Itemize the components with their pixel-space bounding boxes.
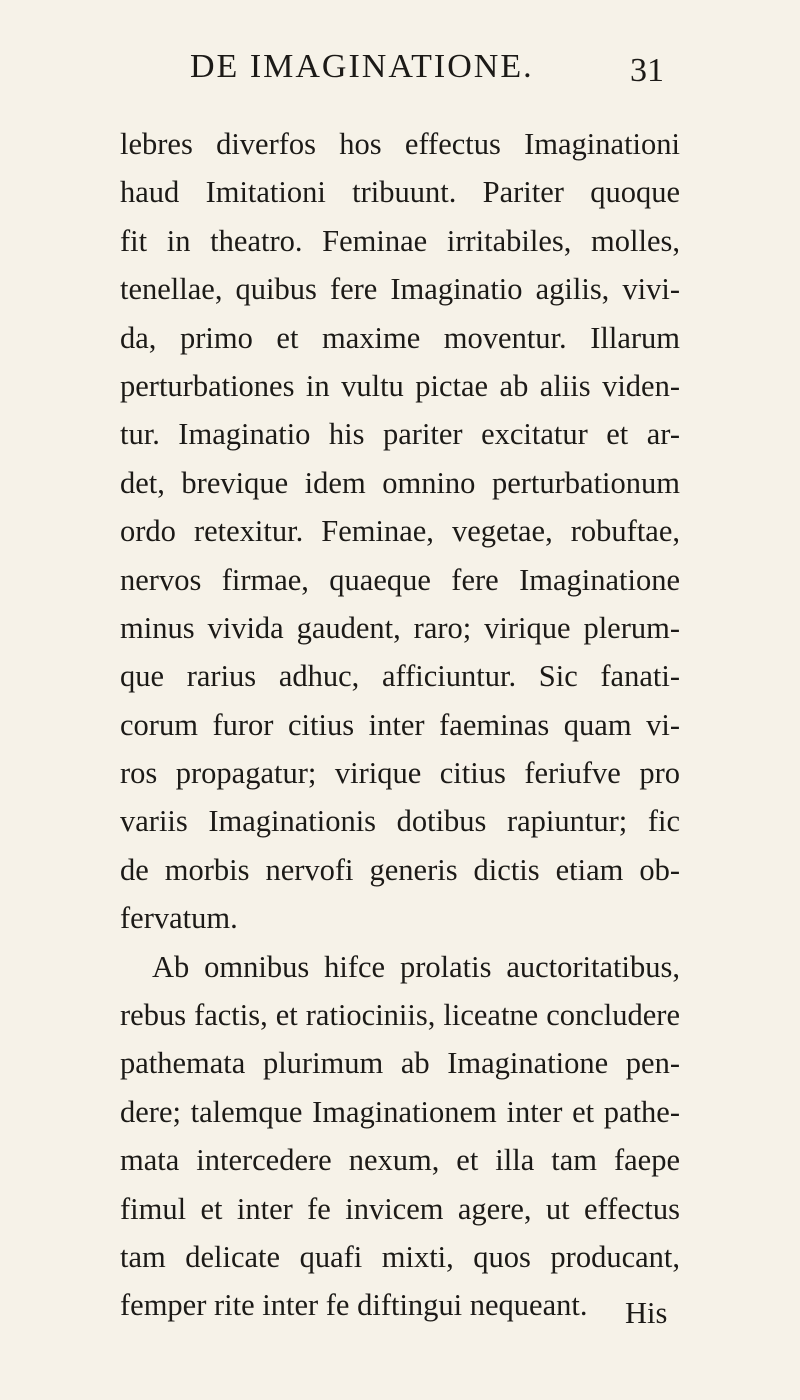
catchword: His	[625, 1296, 668, 1330]
text-line: corum furor citius inter faeminas quam vi-	[120, 707, 680, 742]
running-head	[190, 48, 690, 98]
text-line: minus vivida gaudent, raro; virique plerum-	[120, 610, 680, 645]
text-line: rebus factis, et ratiociniis, liceatne concludere	[120, 998, 680, 1033]
text-line: femper rite inter fe diftingui nequeant.	[120, 1288, 588, 1323]
text-line: tur. Imaginatio his pariter excitatur et ar-	[120, 417, 680, 452]
text-line: de morbis nervofi generis dictis etiam ob-	[120, 852, 680, 887]
text-line: tam delicate quafi mixti, quos producant,	[120, 1239, 680, 1274]
text-line: fimul et inter fe invicem agere, ut effectus	[120, 1191, 680, 1226]
text-line: ordo retexitur. Feminae, vegetae, robuftae,	[120, 514, 680, 549]
text-line: mata intercedere nexum, et illa tam faepe	[120, 1143, 680, 1178]
text-line: nervos firmae, quaeque fere Imaginatione	[120, 562, 680, 597]
text-line: que rarius adhuc, afficiuntur. Sic fanati-	[120, 659, 680, 694]
text-line: det, brevique idem omnino perturbationum	[120, 465, 680, 500]
page-number: 31	[630, 52, 664, 89]
text-line: tenellae, quibus fere Imaginatio agilis, vivi-	[120, 272, 680, 307]
text-line: perturbationes in vultu pictae ab aliis viden-	[120, 368, 680, 403]
text-line: haud Imitationi tribuunt. Pariter quoque	[120, 175, 680, 210]
text-line: da, primo et maxime moventur. Illarum	[120, 320, 680, 355]
text-line: ros propagatur; virique citius feriufve pro	[120, 756, 680, 791]
text-line: dere; talemque Imaginationem inter et pathe-	[120, 1094, 680, 1129]
text-line: pathemata plurimum ab Imaginatione pen-	[120, 1046, 680, 1081]
paragraph-first-line: Ab omnibus hifce prolatis auctoritatibus,	[152, 949, 680, 984]
text-line: fit in theatro. Feminae irritabiles, molles,	[120, 223, 680, 258]
text-line: fervatum.	[120, 901, 238, 936]
text-line: variis Imaginationis dotibus rapiuntur; fic	[120, 804, 680, 839]
text-line: lebres diverfos hos effectus Imaginationi	[120, 127, 680, 161]
body-text	[120, 120, 680, 1330]
running-head-title: DE IMAGINATIONE.	[190, 48, 534, 85]
